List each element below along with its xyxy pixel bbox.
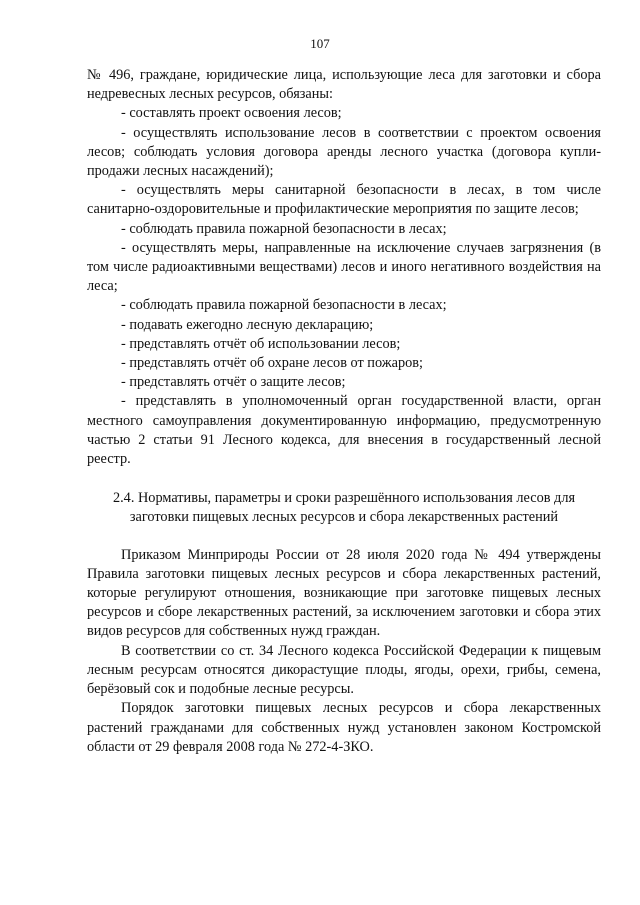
list-item-use-report: - представлять отчёт об использовании лесов;: [121, 335, 401, 352]
paragraph-obligations-intro: № 496, граждане, юридические лица, использующие леса для заготовки и сбора недревесных лесных ресурсов, обязаны:: [87, 67, 601, 103]
list-item-sanitary-safety: - осуществлять меры санитарной безопасности в лесах, в том числе санитарно-оздоровительные и профилактические мероприятия по защите лесов;: [87, 182, 601, 218]
list-item-forest-use: - осуществлять использование лесов в соответствии с проектом освоения лесов; соблюдать условия договора аренды лесного участка (договора купли-продажи лесных насаждений);: [87, 124, 601, 180]
section-heading: 2.4. Нормативы, параметры и сроки разрешённого использования лесов для заготовки пищевых лесных ресурсов и сбора лекарственных растений: [112, 490, 576, 526]
document-body: [87, 66, 601, 757]
list-item-forest-declaration: - подавать ежегодно лесную декларацию;: [121, 316, 374, 333]
list-item-pollution-prevention: - осуществлять меры, направленные на исключение случаев загрязнения (в том числе радиоактивными веществами) лесов и иного негативного воздействия на леса;: [87, 239, 601, 295]
paragraph-forest-code-article: В соответствии со ст. 34 Лесного кодекса Российской Федерации к пищевым лесным ресурсам относятся дикорастущие плоды, ягоды, орехи, грибы, семена, берёзовый сок и подобные лесные ресурсы.: [87, 642, 601, 698]
list-item-fire-safety: - соблюдать правила пожарной безопасности в лесах;: [121, 220, 447, 237]
list-item-fire-protection-report: - представлять отчёт об охране лесов от пожаров;: [121, 355, 423, 372]
paragraph-regional-law: Порядок заготовки пищевых лесных ресурсов и сбора лекарственных растений гражданами для собственных нужд установлен законом Костромской области от 29 февраля 2008 года № 272-4-ЗКО.: [87, 700, 601, 755]
page-number: 107: [310, 36, 330, 51]
list-item-fire-safety-repeat: - соблюдать правила пожарной безопасности в лесах;: [121, 297, 447, 314]
list-item-forest-plan: - составлять проект освоения лесов;: [121, 105, 342, 122]
list-item-registry-info: - представлять в уполномоченный орган государственной власти, орган местного самоуправления документированную информацию, предусмотренную частью 2 статьи 91 Лесного кодекса, для внесения в государственный лесной реестр.: [87, 393, 601, 468]
list-item-protection-report: - представлять отчёт о защите лесов;: [121, 374, 346, 391]
paragraph-ministry-order: Приказом Минприроды России от 28 июля 2020 года № 494 утверждены Правила заготовки пищевых лесных ресурсов и сбора лекарственных растений, которые регулируют отношения, возникающие при заготовке пищевых лесных ресурсов и сборе лекарственных растений, за исключением заготовки и сбора этих видов ресурсов для собственных нужд граждан.: [87, 546, 601, 640]
